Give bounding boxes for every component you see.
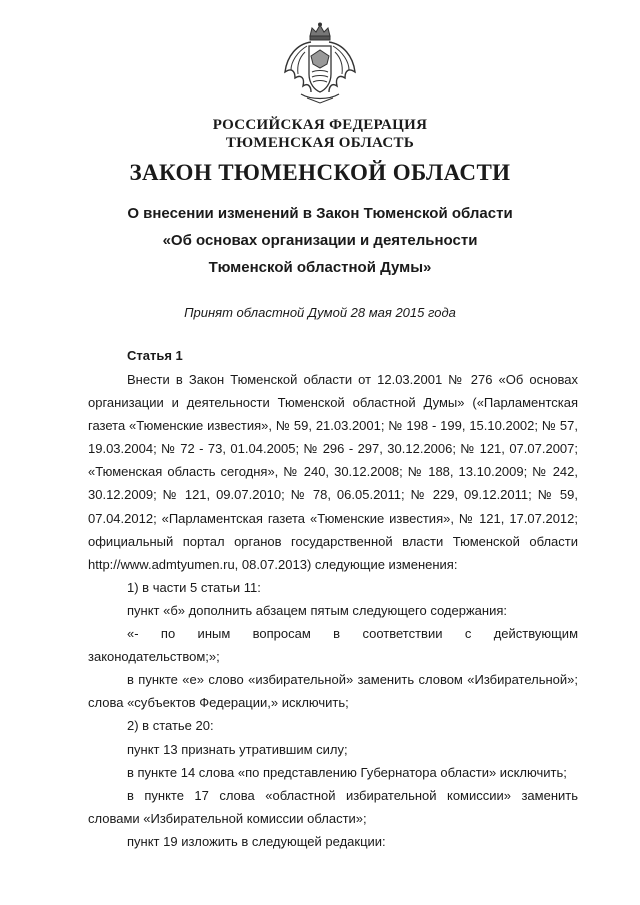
paragraph-point-14: в пункте 14 слова «по представлению Губернатора области» исключить; (127, 764, 567, 780)
paragraph-item-1: 1) в части 5 статьи 11: (127, 579, 261, 595)
paragraph-point-13: пункт 13 признать утратившим силу; (127, 741, 348, 757)
adoption-note: Принят областной Думой 28 мая 2015 года (184, 305, 456, 320)
paragraph-point-17: в пункте 17 слова «областной избирательной комиссии» заменить словами «Избирательной комиссии области»; (88, 787, 578, 826)
paragraph-point-19: пункт 19 изложить в следующей редакции: (127, 833, 386, 849)
paragraph-quote: «- по иным вопросам в соответствии с действующим законодательством;»; (88, 626, 578, 665)
article-heading: Статья 1 (127, 348, 183, 363)
paragraph-point-b: пункт «б» дополнить абзацем пятым следующего содержания: (127, 602, 507, 618)
law-heading: ЗАКОН ТЮМЕНСКОЙ ОБЛАСТИ (129, 160, 511, 185)
law-title-line-2: «Об основах организации и деятельности (162, 232, 478, 249)
paragraph-point-e: в пункте «е» слово «избирательной» заменить словом «Избирательной»; слова «субъектов Федерации,» исключить; (88, 672, 578, 711)
law-title-line-1: О внесении изменений в Закон Тюменской области (127, 205, 513, 222)
paragraph-intro: Внести в Закон Тюменской области от 12.03.2001 № 276 «Об основах организации и деятельности Тюменской областной Думы» («Парламентская газета «Тюменские известия», № 59, 21.03.2001; № 198 - 199, 15.10.2002; № 57, 19.03.2004; № 72 - 73, 01.04.2005; № 296 - 297, 30.12.2006; № 121, 07.07.2007; «Тюменская область сегодня», № 240, 30.12.2008; № 188, 13.10.2009; № 242, 30.12.2009; № 121, 09.07.2010; № 78, 06.05.2011; № 229, 09.12.2011; № 59, 07.04.2012; «Парламентская газета «Тюменские известия», № 121, 17.07.2012; официальный портал органов государственной власти Тюменской области http://www.admtyumen.ru, 08.07.2013) следующие изменения: (88, 372, 578, 572)
law-title-line-3: Тюменской областной Думы» (208, 259, 432, 276)
paragraph-item-2: 2) в статье 20: (127, 718, 214, 734)
federation-label: РОССИЙСКАЯ ФЕДЕРАЦИЯ (212, 117, 428, 133)
region-label: ТЮМЕНСКАЯ ОБЛАСТЬ (225, 135, 415, 151)
article-body (88, 368, 578, 853)
coat-of-arms-emblem (281, 22, 359, 104)
